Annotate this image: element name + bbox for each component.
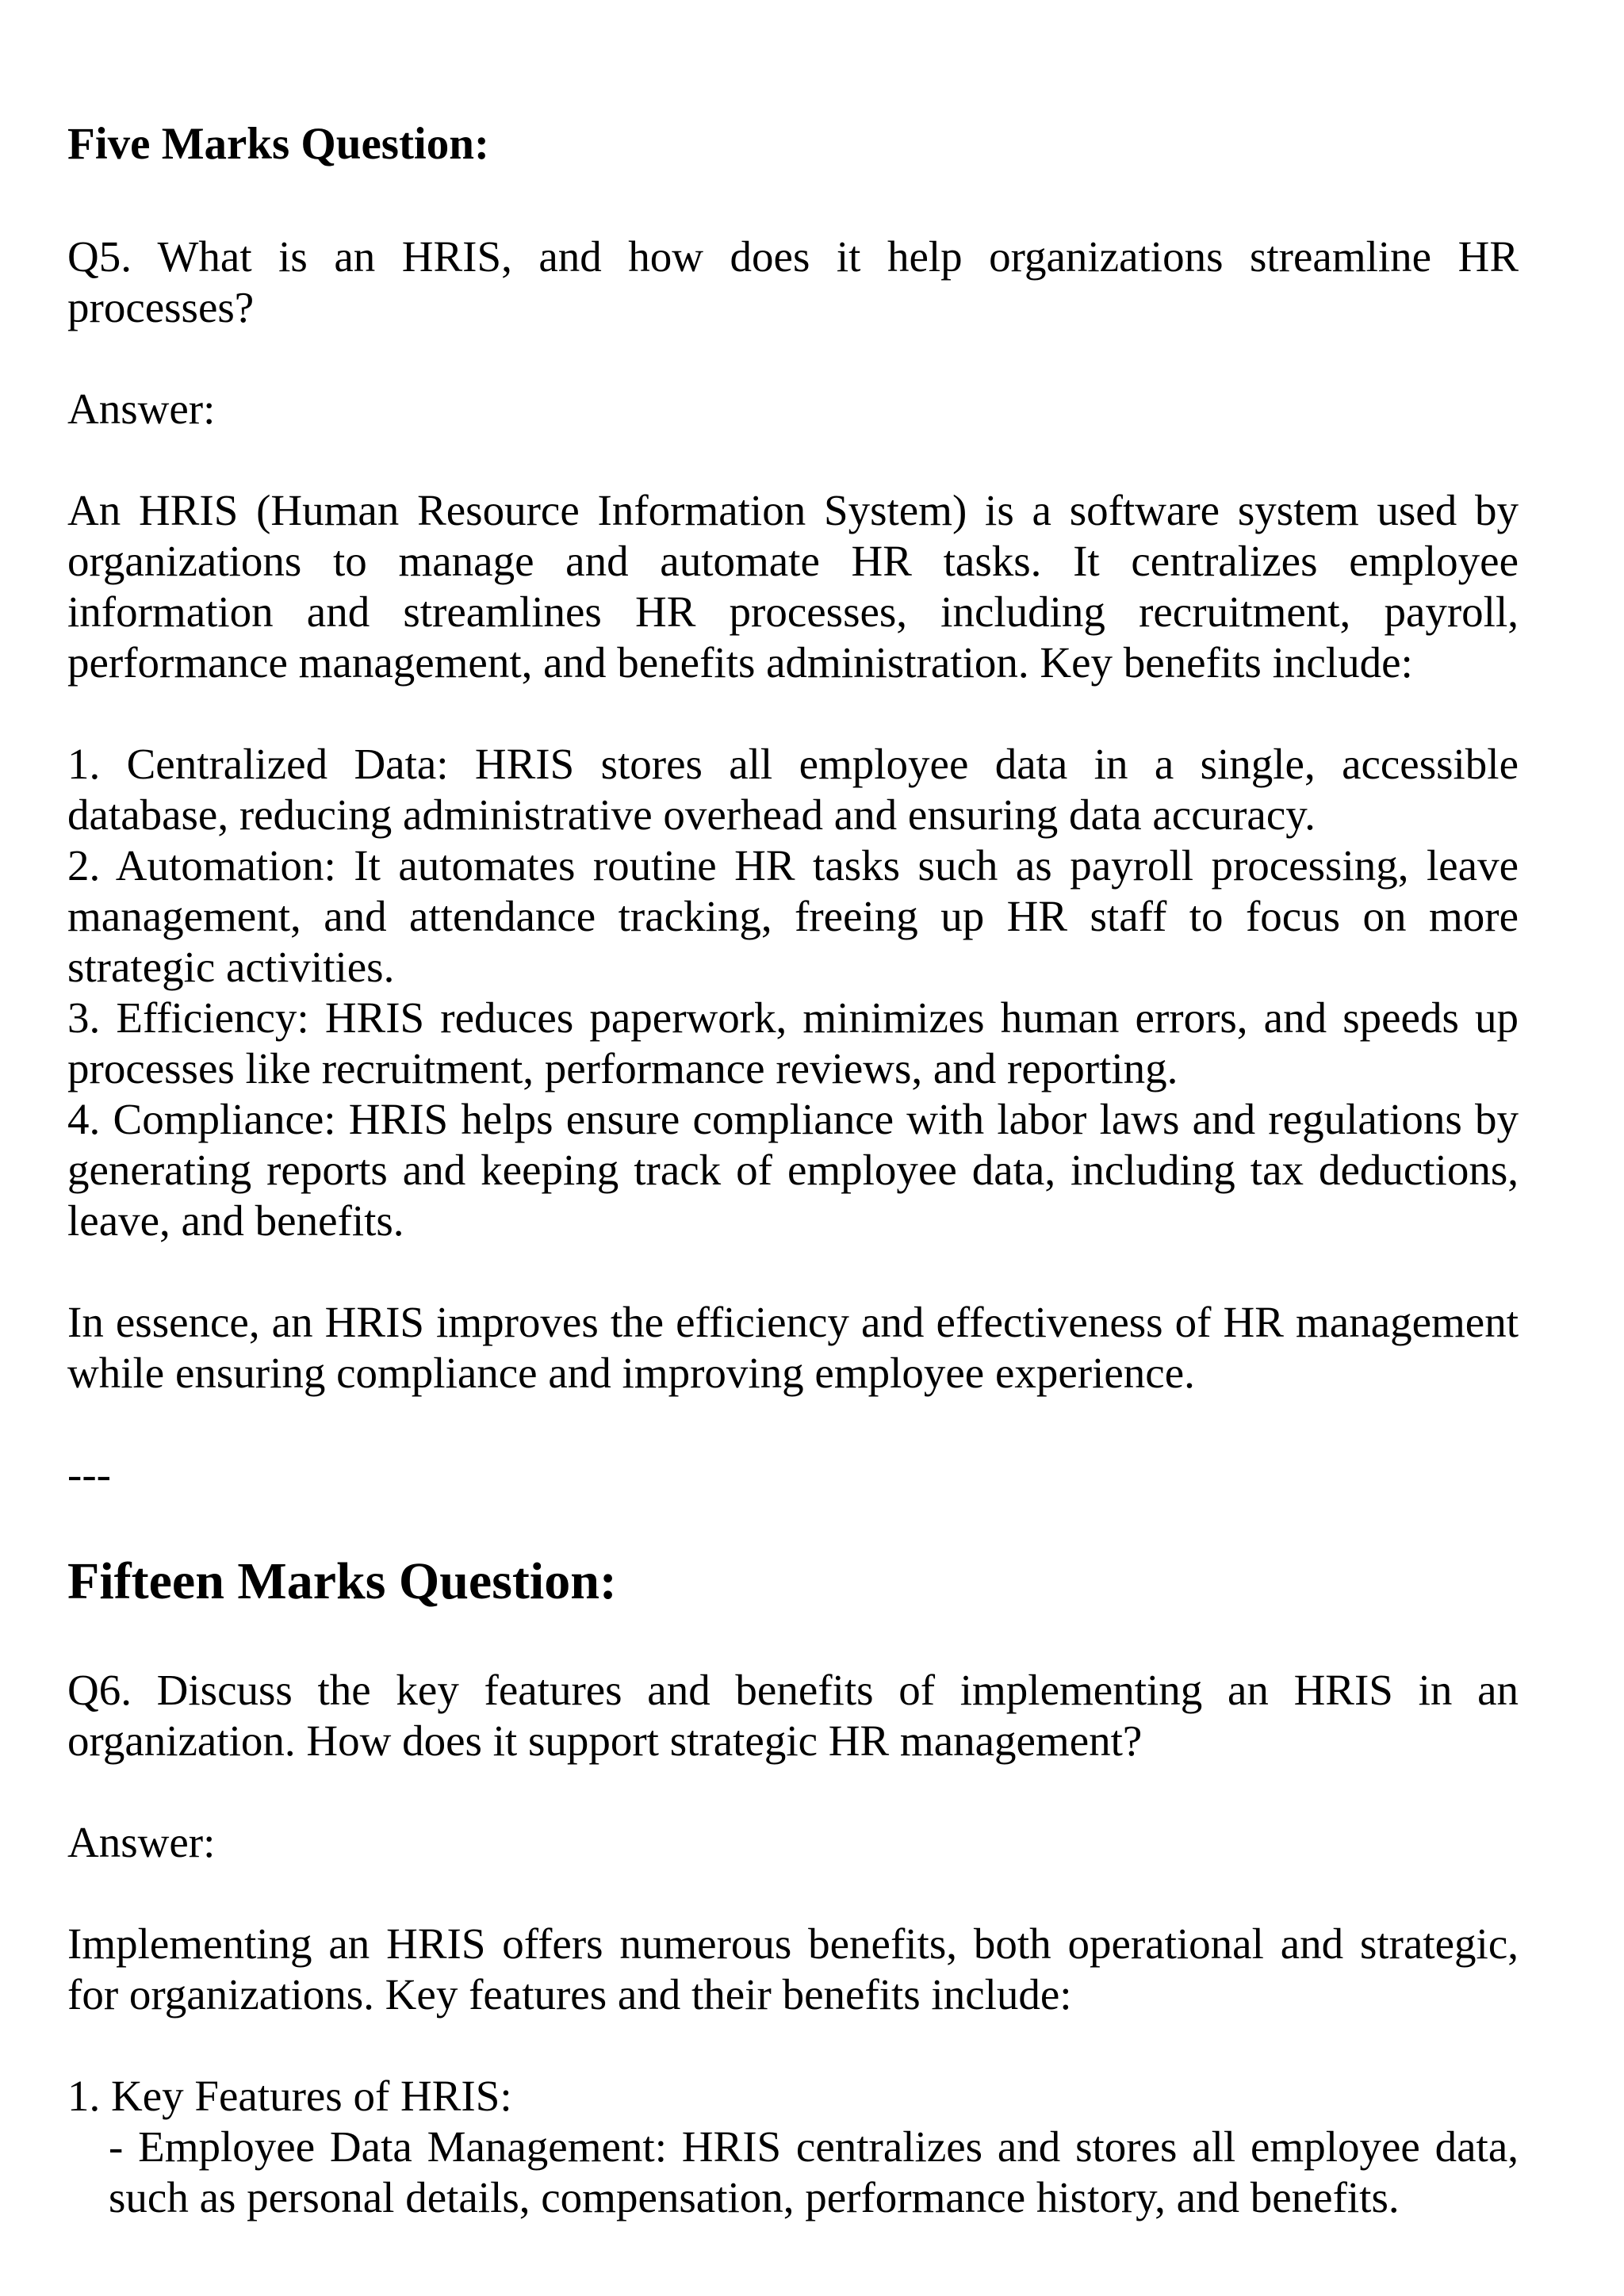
list-item-centralized-data: 1. Centralized Data: HRIS stores all employee data in a single, accessible database, reducing administrative overhead and ensuring data accuracy. — [67, 740, 1519, 839]
list-title-key-features: 1. Key Features of HRIS: — [67, 2072, 512, 2120]
section-heading-fifteen-marks: Fifteen Marks Question: — [67, 1552, 617, 1610]
answer-label-q5: Answer: — [67, 385, 216, 433]
benefits-list — [67, 739, 1519, 1246]
question-q5: Q5. What is an HRIS, and how does it help organizations streamline HR processes? — [67, 232, 1519, 331]
sub-item-employee-data-management: - Employee Data Management: HRIS centralizes and stores all employee data, such as personal details, compensation, performance history, and benefits. — [109, 2122, 1519, 2221]
question-q6: Q6. Discuss the key features and benefits of implementing an HRIS in an organization. How does it support strategic HR management? — [67, 1666, 1519, 1765]
list-item-efficiency: 3. Efficiency: HRIS reduces paperwork, minimizes human errors, and speeds up processes like recruitment, performance reviews, and reporting. — [67, 993, 1519, 1093]
conclusion-q5: In essence, an HRIS improves the efficiency and effectiveness of HR management while ensuring compliance and improving employee experience. — [67, 1298, 1519, 1397]
answer-label-q6: Answer: — [67, 1818, 216, 1866]
answer-intro-q5: An HRIS (Human Resource Information System) is a software system used by organizations to manage and automate HR tasks. It centralizes employee information and streamlines HR processes, including recruitment, payroll, performance management, and benefits administration. Key benefits include: — [67, 486, 1519, 687]
separator: --- — [67, 1450, 111, 1498]
section-heading-five-marks: Five Marks Question: — [67, 119, 489, 169]
list-item-automation: 2. Automation: It automates routine HR tasks such as payroll processing, leave management, and attendance tracking, freeing up HR staff to focus on more strategic activities. — [67, 841, 1519, 991]
list-item-compliance: 4. Compliance: HRIS helps ensure compliance with labor laws and regulations by generating reports and keeping track of employee data, including tax deductions, leave, and benefits. — [67, 1095, 1519, 1245]
answer-intro-q6: Implementing an HRIS offers numerous benefits, both operational and strategic, for organizations. Key features and their benefits include: — [67, 1919, 1519, 2019]
